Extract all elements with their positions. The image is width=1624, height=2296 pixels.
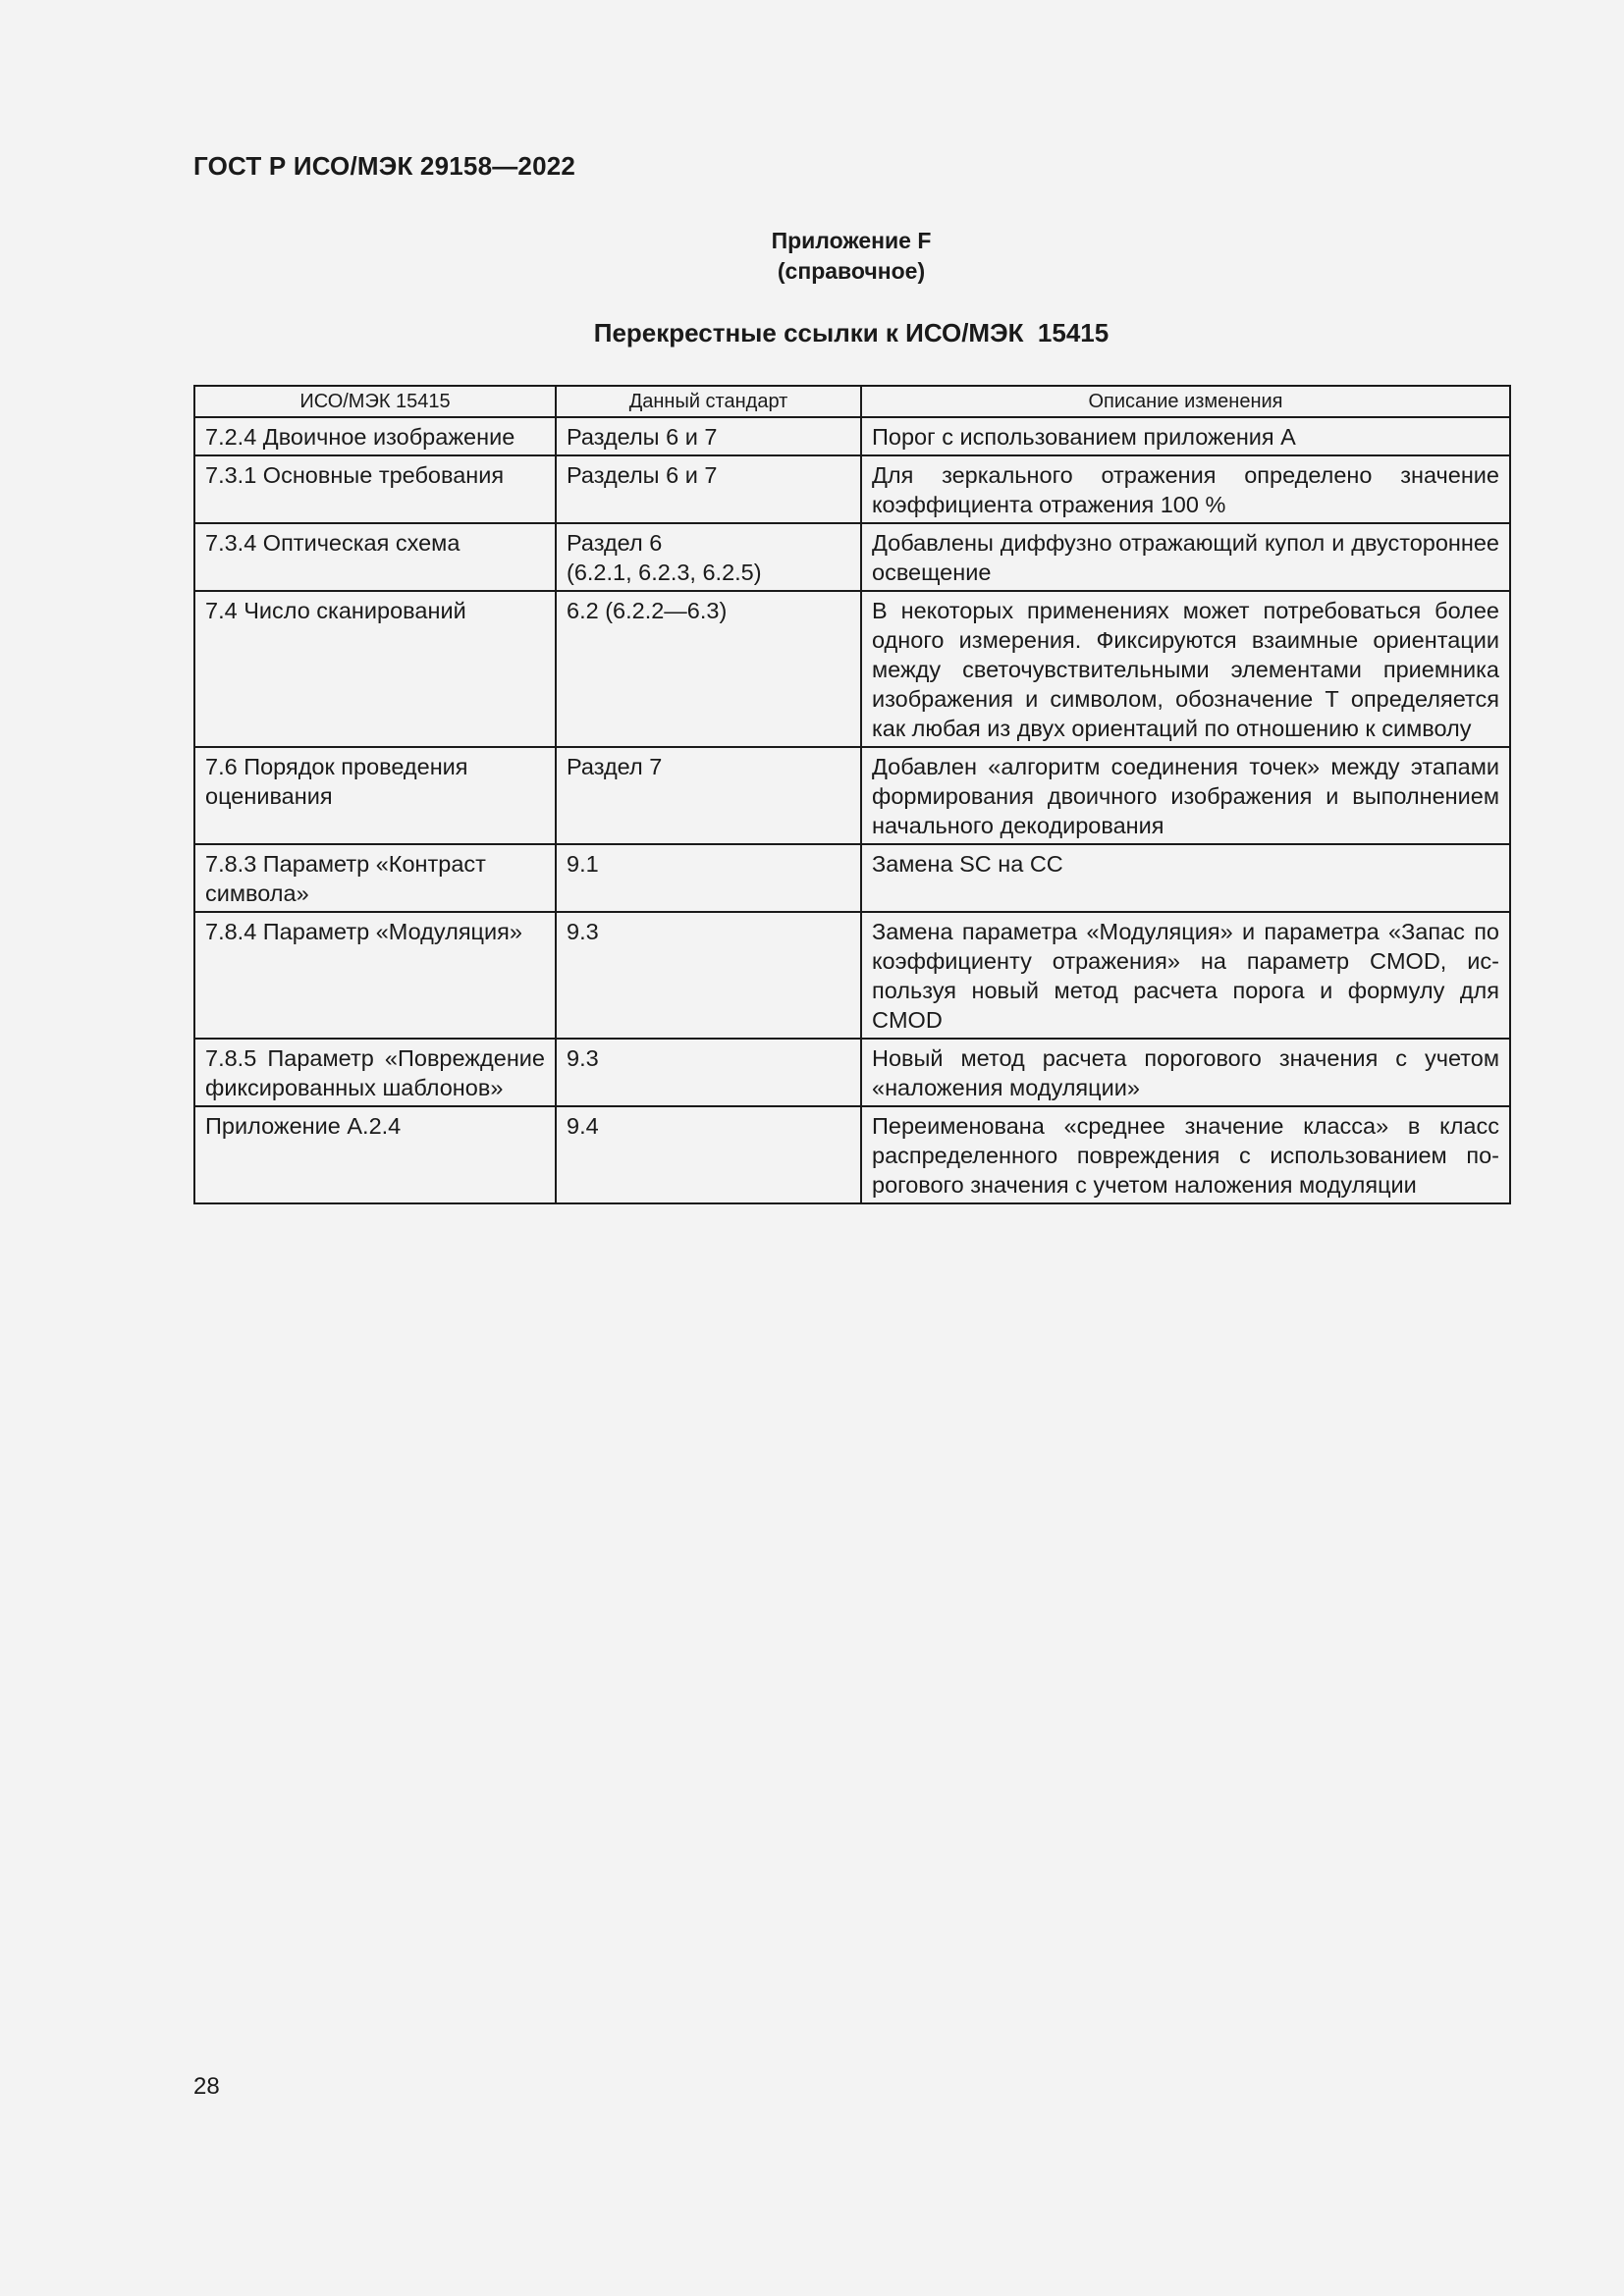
cell-standard-ref: 9.1 bbox=[556, 844, 861, 912]
cell-description: Новый метод расчета порогового значения с учетом «наложения модуляции» bbox=[861, 1039, 1510, 1106]
cell-standard-ref: 9.3 bbox=[556, 912, 861, 1039]
cell-standard-ref: 9.4 bbox=[556, 1106, 861, 1203]
cell-iso-clause: 7.6 Порядок проведения оценивания bbox=[194, 747, 556, 844]
document-designation: ГОСТ Р ИСО/МЭК 29158—2022 bbox=[193, 151, 576, 181]
cell-iso-clause: 7.2.4 Двоичное изображение bbox=[194, 417, 556, 455]
table-row bbox=[194, 455, 1510, 523]
cell-description: Добавлены диффузно отражающий купол и двустороннее освещение bbox=[861, 523, 1510, 591]
column-header-iso: ИСО/МЭК 15415 bbox=[194, 386, 556, 417]
table-row bbox=[194, 1106, 1510, 1203]
cell-standard-ref: Разделы 6 и 7 bbox=[556, 417, 861, 455]
cell-standard-ref: Раздел 6 (6.2.1, 6.2.3, 6.2.5) bbox=[556, 523, 861, 591]
cell-description: Замена SC на CC bbox=[861, 844, 1510, 912]
table-row bbox=[194, 591, 1510, 747]
table-row bbox=[194, 523, 1510, 591]
column-header-description: Описание изменения bbox=[861, 386, 1510, 417]
cell-iso-clause: 7.4 Число сканирований bbox=[194, 591, 556, 747]
cell-standard-ref: 6.2 (6.2.2—6.3) bbox=[556, 591, 861, 747]
cross-reference-table bbox=[193, 385, 1511, 1204]
table-row bbox=[194, 1039, 1510, 1106]
cell-description: Порог с использованием приложения А bbox=[861, 417, 1510, 455]
cell-iso-clause: 7.8.5 Параметр «Повреждение фиксированных шаблонов» bbox=[194, 1039, 556, 1106]
appendix-subtitle: (справочное) bbox=[777, 258, 926, 284]
cell-description: Добавлен «алгоритм соединения точек» между этапами формирования двоичного изображения и выполнением начального декодирования bbox=[861, 747, 1510, 844]
column-header-standard: Данный стандарт bbox=[556, 386, 861, 417]
cell-iso-clause: 7.8.3 Параметр «Контраст символа» bbox=[194, 844, 556, 912]
cell-iso-clause: 7.3.1 Основные требования bbox=[194, 455, 556, 523]
cell-description: В некоторых применениях может потребоваться более одного измерения. Фиксируются взаимные ориентации между светочувствительными элементами приемника изображения и символом, обозначение Т определяется как любая из двух ориентаций по отношению к символу bbox=[861, 591, 1510, 747]
cell-description: Замена параметра «Модуляция» и параметра «Запас по коэффициенту отражения» на параметр CMOD, используя новый метод расчета порога и формулу для CMOD bbox=[861, 912, 1510, 1039]
appendix-heading bbox=[193, 226, 1509, 287]
cell-standard-ref: Раздел 7 bbox=[556, 747, 861, 844]
cell-iso-clause: Приложение А.2.4 bbox=[194, 1106, 556, 1203]
cell-standard-ref: Разделы 6 и 7 bbox=[556, 455, 861, 523]
cell-description: Переименована «среднее значение класса» в класс распределенного повреждения с использованием порогового значения с учетом наложения модуляции bbox=[861, 1106, 1510, 1203]
section-title: Перекрестные ссылки к ИСО/МЭК 15415 bbox=[593, 318, 1110, 347]
table-row bbox=[194, 747, 1510, 844]
table-header-row bbox=[194, 386, 1510, 417]
table-row bbox=[194, 417, 1510, 455]
cell-iso-clause: 7.8.4 Параметр «Модуляция» bbox=[194, 912, 556, 1039]
page-number: 28 bbox=[193, 2073, 220, 2100]
cell-description: Для зеркального отражения определено значение коэффициента отражения 100 % bbox=[861, 455, 1510, 523]
cell-standard-ref: 9.3 bbox=[556, 1039, 861, 1106]
table-row bbox=[194, 844, 1510, 912]
table-row bbox=[194, 912, 1510, 1039]
cell-iso-clause: 7.3.4 Оптическая схема bbox=[194, 523, 556, 591]
appendix-title: Приложение F bbox=[771, 228, 932, 253]
